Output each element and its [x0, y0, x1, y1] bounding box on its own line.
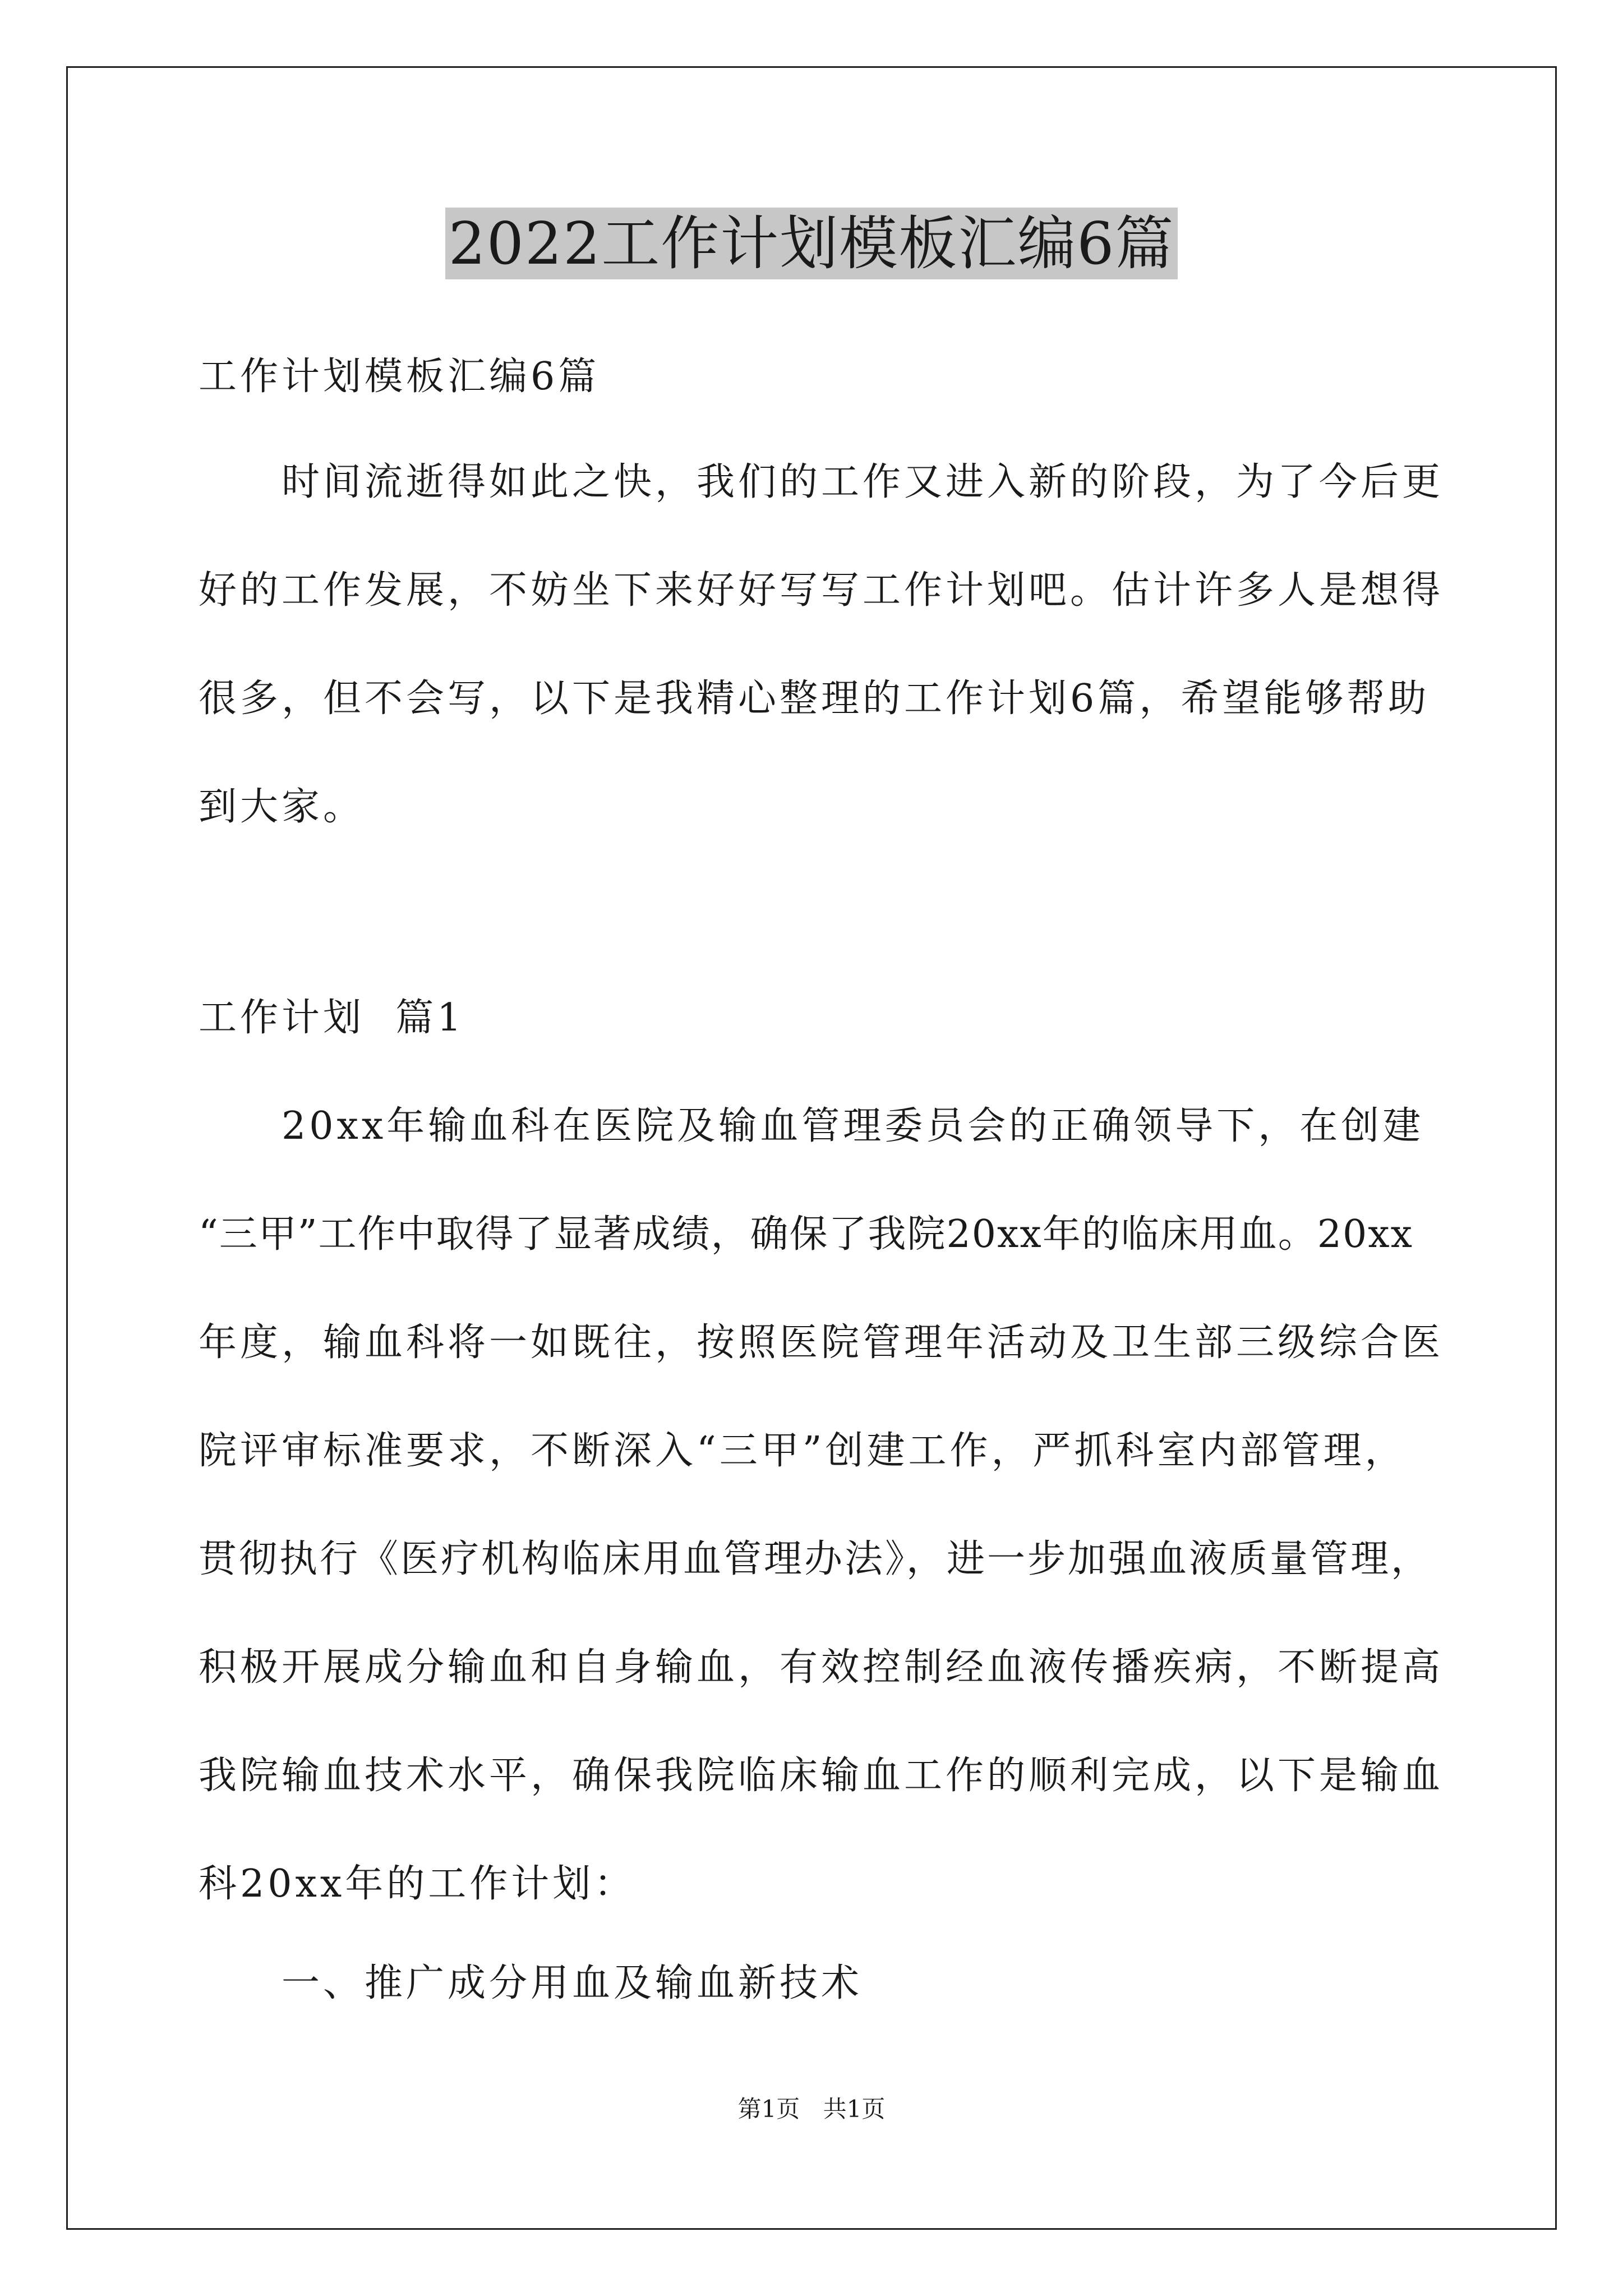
body-paragraph-line: 院评审标准要求，不断深入“三甲”创建工作，严抓科室内部管理， [199, 1429, 1407, 1473]
section-heading: 工作计划 篇1 [199, 996, 465, 1040]
document-subtitle: 工作计划模板汇编6篇 [199, 355, 600, 399]
body-paragraph-line: 贯彻执行《医疗机构临床用血管理办法》，进一步加强血液质量管理， [199, 1537, 1432, 1581]
page-total: 共1页 [823, 2095, 886, 2123]
body-paragraph-line: 科20xx年的工作计划： [199, 1862, 636, 1906]
body-paragraph-line: “三甲”工作中取得了显著成绩，确保了我院20xx年的临床用血。20xx [199, 1212, 1413, 1257]
title-container [0, 208, 1623, 279]
subsection-heading: 一、推广成分用血及输血新技术 [282, 1961, 863, 2005]
intro-paragraph-line: 时间流逝得如此之快，我们的工作又进入新的阶段，为了今后更 [282, 460, 1444, 504]
page-footer [0, 2095, 1623, 2123]
page-number: 第1页 [737, 2095, 800, 2123]
body-paragraph-line: 20xx年输血科在医院及输血管理委员会的正确领导下，在创建 [282, 1104, 1424, 1148]
document-title: 2022工作计划模板汇编6篇 [445, 208, 1178, 279]
intro-paragraph-line: 好的工作发展，不妨坐下来好好写写工作计划吧。估计许多人是想得 [199, 568, 1444, 613]
body-paragraph-line: 我院输血技术水平，确保我院临床输血工作的顺利完成，以下是输血 [199, 1754, 1444, 1798]
intro-paragraph-line: 很多，但不会写，以下是我精心整理的工作计划6篇，希望能够帮助 [199, 677, 1430, 721]
intro-paragraph-line: 到大家。 [199, 785, 365, 829]
body-paragraph-line: 年度，输血科将一如既往，按照医院管理年活动及卫生部三级综合医 [199, 1320, 1444, 1365]
body-paragraph-line: 积极开展成分输血和自身输血，有效控制经血液传播疾病，不断提高 [199, 1645, 1444, 1690]
